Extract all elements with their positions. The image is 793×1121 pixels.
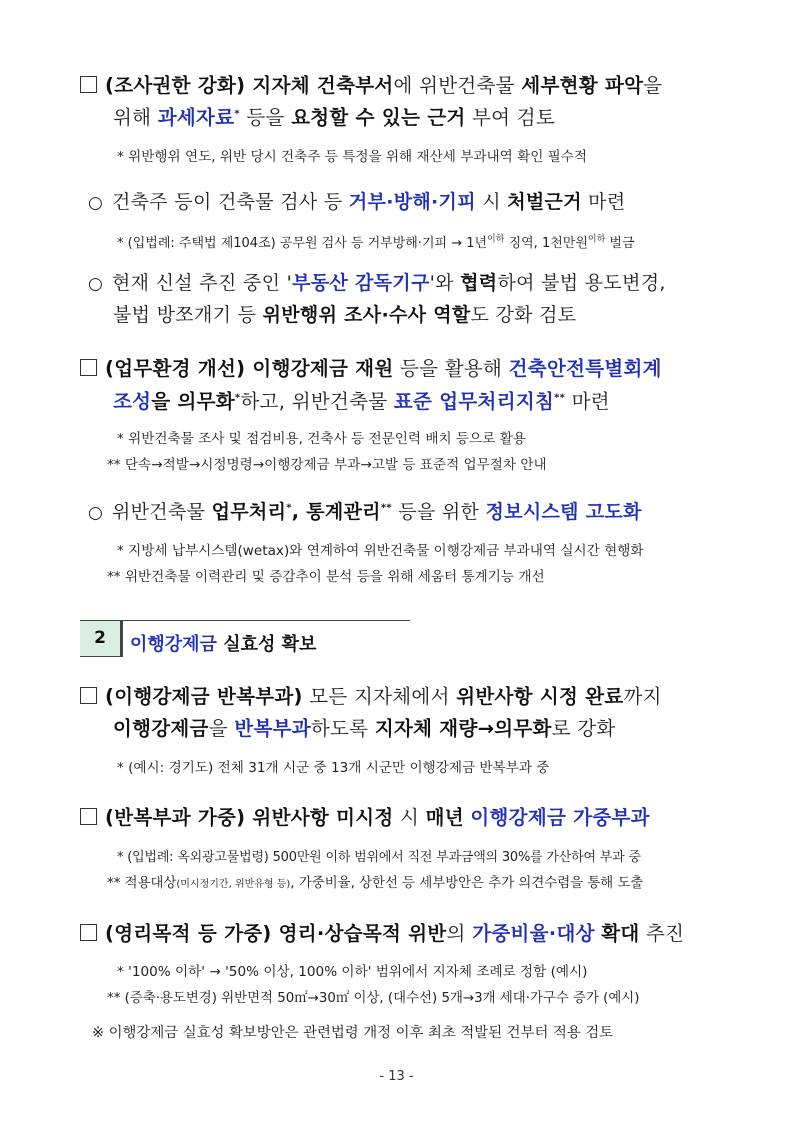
- item-penalty-basis: ○ 건축주 등이 건축물 검사 등 거부·방해·기피 시 처벌근거 마련: [88, 191, 626, 213]
- page-number: - 13 -: [379, 1069, 414, 1084]
- footnote: ** 단속→적발→시정명령→이행강제금 부과→고발 등 표준적 업무절차 안내: [107, 457, 547, 473]
- section-title: 이행강제금 실효성 확보: [120, 620, 410, 657]
- checkbox-bullet-icon: [80, 808, 97, 825]
- item-profit-purpose: (영리목적 등 가중) 영리·상습목적 위반의 가중비율·대상 확대 추진: [80, 924, 684, 944]
- circle-bullet-icon: ○: [88, 274, 104, 294]
- checkbox-bullet-icon: [80, 687, 97, 704]
- item-real-estate-agency: ○ 현재 신설 추진 중인 '부동산 감독기구'와 협력하여 불법 용도변경,: [88, 272, 666, 294]
- checkbox-bullet-icon: [80, 924, 97, 941]
- footnote: * 위반건축물 조사 및 점검비용, 건축사 등 전문인력 배치 등으로 활용: [117, 431, 526, 447]
- footnote: * '100% 이하' → '50% 이상, 100% 이하' 범위에서 지자체 조례로 정함 (예시): [117, 964, 588, 980]
- item-weighted-imposition: (반복부과 가중) 위반사항 미시정 시 매년 이행강제금 가중부과: [80, 808, 650, 828]
- remark: ※ 이행강제금 실효성 확보방안은 관련법령 개정 이후 최초 적발된 건부터 적용 검토: [92, 1025, 614, 1041]
- circle-bullet-icon: ○: [88, 503, 104, 523]
- item-tax-data-request-cont: 위해 과세자료* 등을 요청할 수 있는 근거 부여 검토: [113, 106, 556, 129]
- item-information-system: ○ 위반건축물 업무처리*, 통계관리** 등을 위한 정보시스템 고도화: [88, 501, 642, 523]
- footnote: ** 위반건축물 이력관리 및 증감추이 분석 등을 위해 세움터 통계기능 개선: [107, 569, 545, 585]
- footnote: ** 적용대상(미시정기간, 위반유형 등), 가중비율, 상한선 등 세부방안은 추가 의견수렴을 통해 도출: [107, 876, 644, 891]
- section-header: [80, 620, 410, 657]
- footnote: ** (증축·용도변경) 위반면적 50㎡→30㎡ 이상, (대수선) 5개→3개 세대·가구수 증가 (예시): [107, 991, 640, 1006]
- footnote: * 지방세 납부시스템(wetax)와 연계하여 위반건축물 이행강제금 부과내역 실시간 현행화: [117, 543, 644, 559]
- item-repeated-imposition-cont: 이행강제금을 반복부과하도록 지자체 재량→의무화로 강화: [113, 717, 616, 740]
- section-number: 2: [80, 620, 120, 657]
- footnote: * 위반행위 연도, 위반 당시 건축주 등 특정을 위해 재산세 부과내역 확인 필수적: [117, 149, 588, 165]
- item-work-environment-cont: 조성을 의무화*하고, 위반건축물 표준 업무처리지침** 마련: [113, 390, 610, 413]
- item-tax-data-request: (조사권한 강화) 지자체 건축부서에 위반건축물 세부현황 파악을: [80, 76, 662, 96]
- footnote: * (예시: 경기도) 전체 31개 시군 중 13개 시군만 이행강제금 반복부과 중: [117, 760, 550, 776]
- footnote: * (입법례: 옥외광고물법령) 500만원 이하 범위에서 직전 부과금액의 30%를 가산하여 부과 중: [117, 850, 641, 865]
- circle-bullet-icon: ○: [88, 193, 104, 213]
- item-real-estate-agency-cont: 불법 방쪼개기 등 위반행위 조사·수사 역할도 강화 검토: [113, 304, 577, 326]
- checkbox-bullet-icon: [80, 76, 97, 93]
- footnote: * (입법례: 주택법 제104조) 공무원 검사 등 거부방해·기피 → 1년$^{이하}$ 징역, 1천만원$^{이하}$ 벌금: [117, 234, 635, 251]
- item-work-environment: (업무환경 개선) 이행강제금 재원 등을 활용해 건축안전특별회계: [80, 359, 662, 379]
- item-repeated-imposition: (이행강제금 반복부과) 모든 지자체에서 위반사항 시정 완료까지: [80, 687, 662, 707]
- checkbox-bullet-icon: [80, 359, 97, 376]
